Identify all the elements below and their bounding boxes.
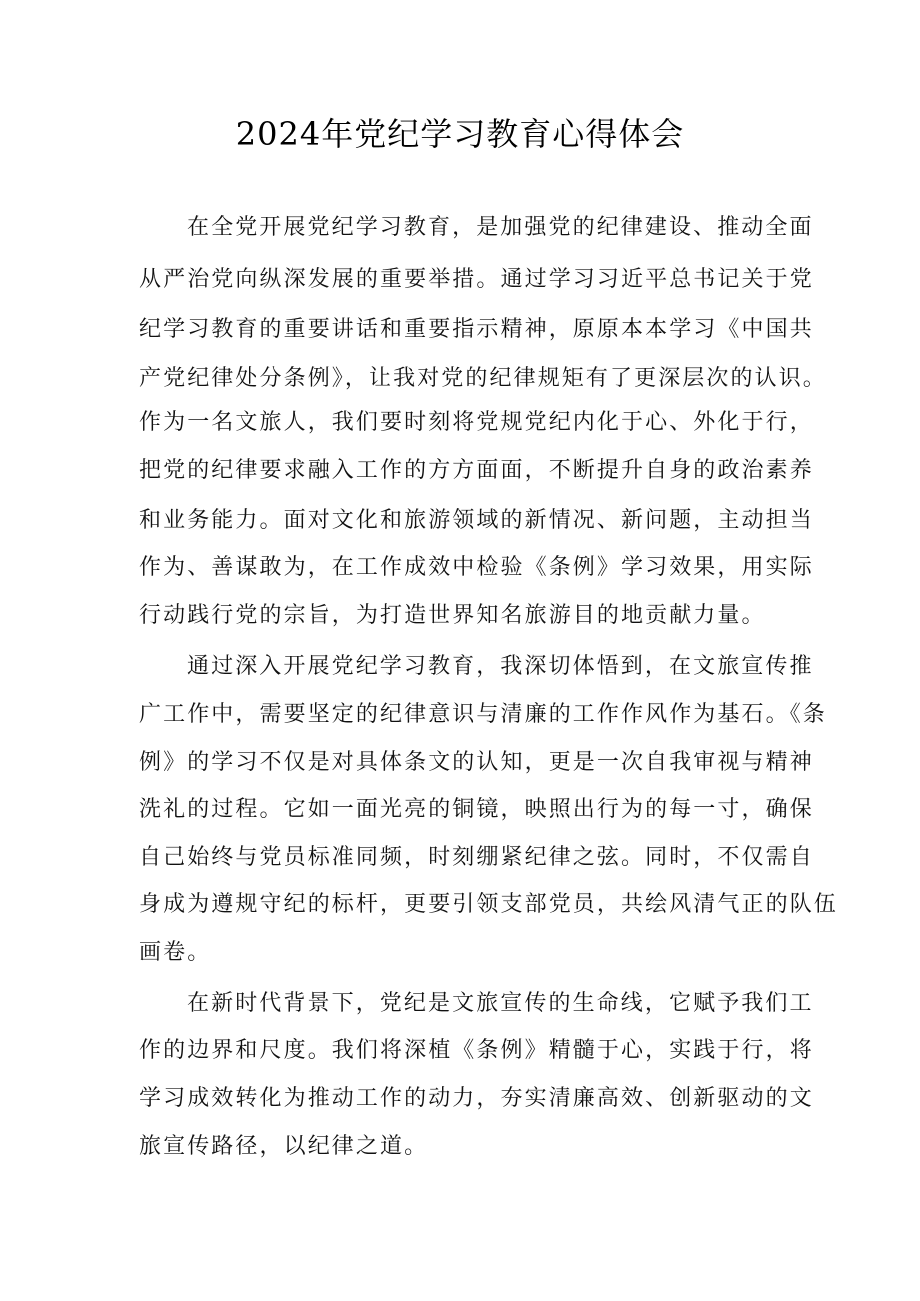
body-line: 通过深入开展党纪学习教育，我深切体悟到，在文旅宣传推 xyxy=(187,654,814,679)
body-line: 和业务能力。面对文化和旅游领域的新情况、新问题，主动担当 xyxy=(139,508,814,533)
body-line: 画卷。 xyxy=(139,940,212,965)
body-line: 作为、善谋敢为，在工作成效中检验《条例》学习效果，用实际 xyxy=(139,555,814,580)
body-line: 例》的学习不仅是对具体条文的认知，更是一次自我审视与精神 xyxy=(139,750,814,775)
body-line: 产党纪律处分条例》，让我对党的纪律规矩有了更深层次的认识。 xyxy=(139,366,827,391)
body-line: 纪学习教育的重要讲话和重要指示精神，原原本本学习《中国共 xyxy=(139,317,814,342)
body-line: 广工作中，需要坚定的纪律意识与清廉的工作作风作为基石。《条 xyxy=(139,702,827,727)
body-line: 行动践行党的宗旨，为打造世界知名旅游目的地贡献力量。 xyxy=(139,603,766,628)
body-line: 在新时代背景下，党纪是文旅宣传的生命线，它赋予我们工 xyxy=(187,991,814,1016)
body-line: 在全党开展党纪学习教育，是加强党的纪律建设、推动全面 xyxy=(187,215,814,240)
body-line: 学习成效转化为推动工作的动力，夯实清廉高效、创新驱动的文 xyxy=(139,1086,814,1111)
body-line: 身成为遵规守纪的标杆，更要引领支部党员，共绘风清气正的队伍 xyxy=(139,892,838,917)
body-line: 作的边界和尺度。我们将深植《条例》精髓于心，实践于行，将 xyxy=(139,1038,814,1063)
document-title: 2024年党纪学习教育心得体会 xyxy=(235,115,685,153)
body-line: 洗礼的过程。它如一面光亮的铜镜，映照出行为的每一寸，确保 xyxy=(139,797,814,822)
body-line: 旅宣传路径，以纪律之道。 xyxy=(139,1134,429,1159)
body-line: 作为一名文旅人，我们要时刻将党规党纪内化于心、外化于行， xyxy=(139,410,814,435)
body-line: 自己始终与党员标准同频，时刻绷紧纪律之弦。同时，不仅需自 xyxy=(139,845,814,870)
body-line: 把党的纪律要求融入工作的方方面面，不断提升自身的政治素养 xyxy=(139,458,814,483)
body-line: 从严治党向纵深发展的重要举措。通过学习习近平总书记关于党 xyxy=(139,267,814,292)
